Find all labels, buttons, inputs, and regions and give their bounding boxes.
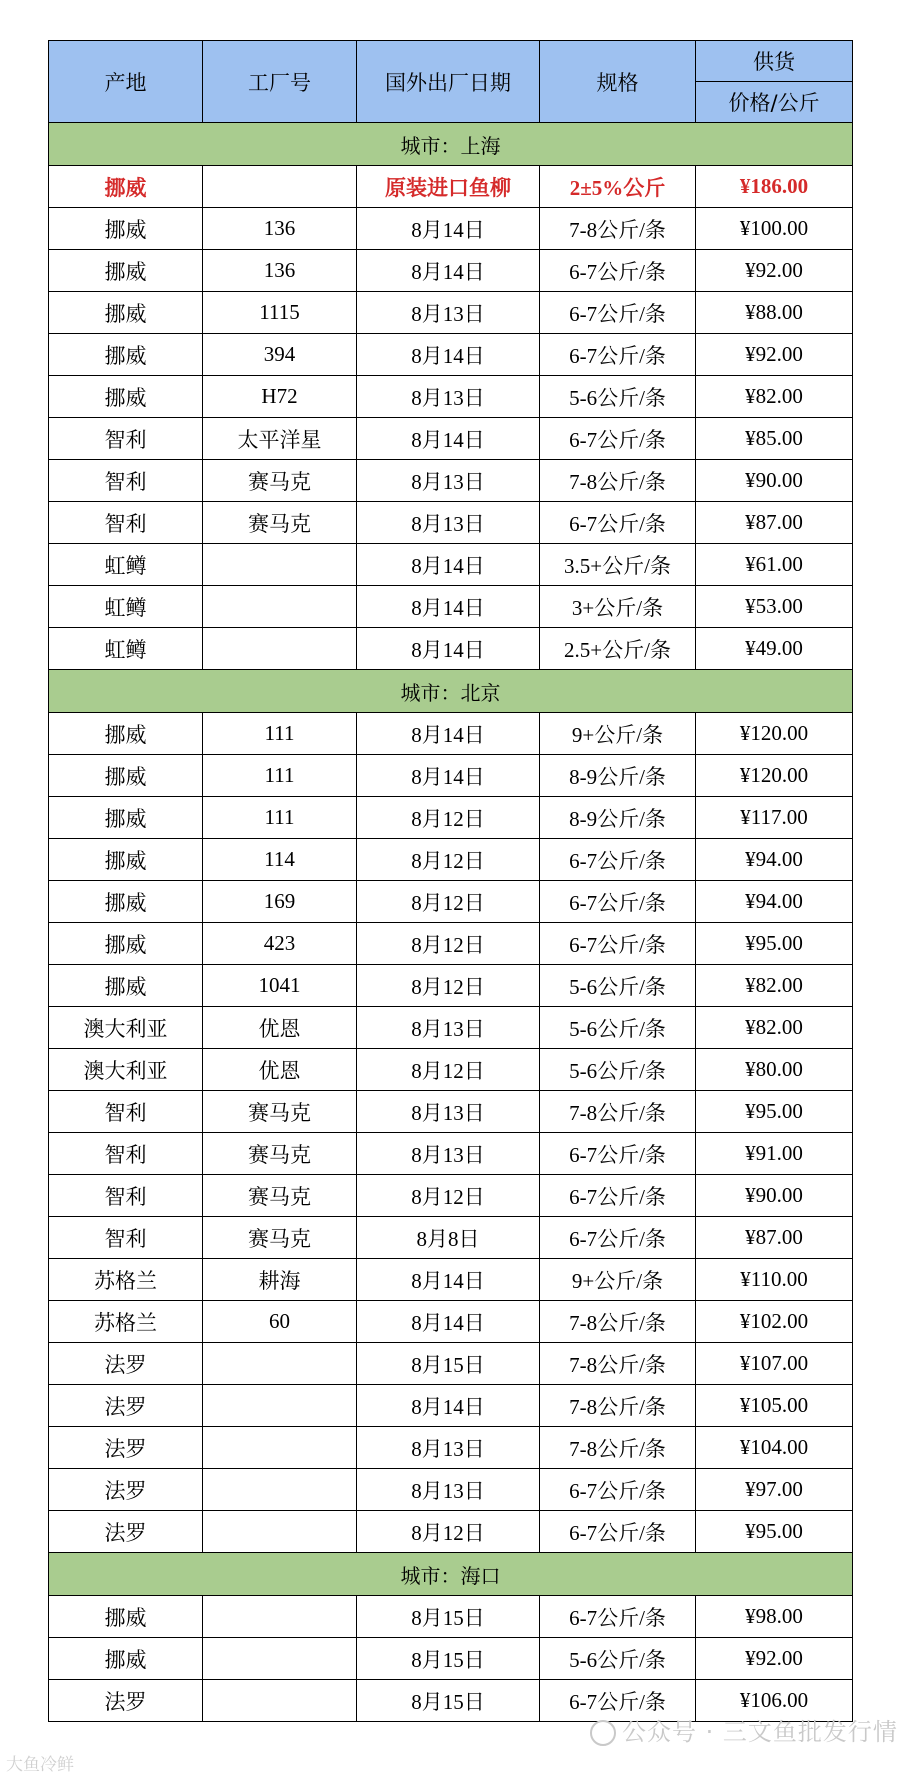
cell-origin: 虹鳟 bbox=[49, 628, 203, 670]
table-row bbox=[49, 1259, 853, 1301]
cell-date: 8月14日 bbox=[357, 250, 540, 292]
cell-date: 8月15日 bbox=[357, 1596, 540, 1638]
cell-factory: 169 bbox=[203, 881, 357, 923]
cell-spec: 6-7公斤/条 bbox=[540, 418, 696, 460]
cell-spec: 5-6公斤/条 bbox=[540, 376, 696, 418]
cell-origin: 法罗 bbox=[49, 1385, 203, 1427]
cell-date: 8月14日 bbox=[357, 1301, 540, 1343]
table-row bbox=[49, 334, 853, 376]
cell-spec: 6-7公斤/条 bbox=[540, 292, 696, 334]
price-table bbox=[48, 40, 853, 1722]
cell-origin: 挪威 bbox=[49, 1638, 203, 1680]
cell-date: 8月14日 bbox=[357, 755, 540, 797]
cell-spec: 9+公斤/条 bbox=[540, 713, 696, 755]
cell-origin: 挪威 bbox=[49, 923, 203, 965]
cell-origin: 挪威 bbox=[49, 755, 203, 797]
cell-factory bbox=[203, 1680, 357, 1722]
table-row bbox=[49, 544, 853, 586]
cell-spec: 7-8公斤/条 bbox=[540, 1427, 696, 1469]
cell-spec: 6-7公斤/条 bbox=[540, 839, 696, 881]
cell-price: ¥102.00 bbox=[696, 1301, 853, 1343]
cell-factory: 赛马克 bbox=[203, 1217, 357, 1259]
cell-spec: 5-6公斤/条 bbox=[540, 1638, 696, 1680]
header-spec: 规格 bbox=[540, 41, 696, 123]
cell-factory bbox=[203, 1427, 357, 1469]
cell-date: 8月12日 bbox=[357, 965, 540, 1007]
cell-spec: 7-8公斤/条 bbox=[540, 208, 696, 250]
cell-origin: 智利 bbox=[49, 418, 203, 460]
table-row bbox=[49, 1091, 853, 1133]
table-row bbox=[49, 1007, 853, 1049]
cell-spec: 6-7公斤/条 bbox=[540, 1596, 696, 1638]
cell-price: ¥91.00 bbox=[696, 1133, 853, 1175]
header-date: 国外出厂日期 bbox=[357, 41, 540, 123]
cell-price: ¥82.00 bbox=[696, 376, 853, 418]
table-row bbox=[49, 1049, 853, 1091]
cell-spec: 7-8公斤/条 bbox=[540, 1301, 696, 1343]
cell-origin: 法罗 bbox=[49, 1469, 203, 1511]
cell-origin: 法罗 bbox=[49, 1343, 203, 1385]
table-row bbox=[49, 923, 853, 965]
table-row bbox=[49, 376, 853, 418]
cell-factory: 耕海 bbox=[203, 1259, 357, 1301]
cell-price: ¥110.00 bbox=[696, 1259, 853, 1301]
cell-factory bbox=[203, 628, 357, 670]
cell-origin: 挪威 bbox=[49, 292, 203, 334]
cell-spec: 9+公斤/条 bbox=[540, 1259, 696, 1301]
table-row bbox=[49, 713, 853, 755]
table-row bbox=[49, 839, 853, 881]
cell-factory bbox=[203, 586, 357, 628]
cell-origin: 法罗 bbox=[49, 1680, 203, 1722]
table-row bbox=[49, 1217, 853, 1259]
cell-origin: 挪威 bbox=[49, 839, 203, 881]
city-section-row bbox=[49, 1553, 853, 1596]
cell-price: ¥95.00 bbox=[696, 1511, 853, 1553]
cell-spec: 6-7公斤/条 bbox=[540, 1217, 696, 1259]
table-row bbox=[49, 1175, 853, 1217]
cell-factory bbox=[203, 1343, 357, 1385]
cell-factory bbox=[203, 1385, 357, 1427]
table-row bbox=[49, 1596, 853, 1638]
cell-origin: 苏格兰 bbox=[49, 1301, 203, 1343]
cell-spec: 7-8公斤/条 bbox=[540, 1343, 696, 1385]
cell-price: ¥88.00 bbox=[696, 292, 853, 334]
cell-factory bbox=[203, 1511, 357, 1553]
cell-price: ¥90.00 bbox=[696, 1175, 853, 1217]
table-header bbox=[49, 41, 853, 123]
city-section-row bbox=[49, 123, 853, 166]
cell-price: ¥98.00 bbox=[696, 1596, 853, 1638]
cell-price: ¥92.00 bbox=[696, 250, 853, 292]
cell-factory: 赛马克 bbox=[203, 1133, 357, 1175]
cell-date: 8月15日 bbox=[357, 1680, 540, 1722]
cell-spec: 7-8公斤/条 bbox=[540, 1385, 696, 1427]
table-row bbox=[49, 208, 853, 250]
cell-price: ¥82.00 bbox=[696, 1007, 853, 1049]
cell-price: ¥61.00 bbox=[696, 544, 853, 586]
cell-factory: 394 bbox=[203, 334, 357, 376]
cell-spec: 2±5%公斤 bbox=[540, 166, 696, 208]
table-row bbox=[49, 1638, 853, 1680]
cell-date: 8月8日 bbox=[357, 1217, 540, 1259]
cell-factory: 赛马克 bbox=[203, 1175, 357, 1217]
cell-date: 8月12日 bbox=[357, 1175, 540, 1217]
table-row bbox=[49, 1301, 853, 1343]
cell-price: ¥92.00 bbox=[696, 1638, 853, 1680]
cell-spec: 8-9公斤/条 bbox=[540, 755, 696, 797]
city-label: 城市：北京 bbox=[49, 670, 853, 713]
cell-factory: 1115 bbox=[203, 292, 357, 334]
cell-date: 8月14日 bbox=[357, 586, 540, 628]
cell-price: ¥87.00 bbox=[696, 502, 853, 544]
watermark-right-text: 公众号 · 三文鱼批发行情 bbox=[622, 1718, 898, 1746]
cell-spec: 5-6公斤/条 bbox=[540, 1007, 696, 1049]
cell-date: 8月12日 bbox=[357, 839, 540, 881]
cell-spec: 3+公斤/条 bbox=[540, 586, 696, 628]
cell-origin: 挪威 bbox=[49, 965, 203, 1007]
cell-date: 8月12日 bbox=[357, 923, 540, 965]
cell-price: ¥53.00 bbox=[696, 586, 853, 628]
table-row bbox=[49, 292, 853, 334]
table-row bbox=[49, 1385, 853, 1427]
cell-origin: 挪威 bbox=[49, 208, 203, 250]
cell-spec: 7-8公斤/条 bbox=[540, 460, 696, 502]
cell-price: ¥87.00 bbox=[696, 1217, 853, 1259]
cell-factory: 111 bbox=[203, 713, 357, 755]
cell-origin: 法罗 bbox=[49, 1511, 203, 1553]
table-row bbox=[49, 166, 853, 208]
table-row bbox=[49, 250, 853, 292]
cell-price: ¥49.00 bbox=[696, 628, 853, 670]
cell-price: ¥95.00 bbox=[696, 923, 853, 965]
table-row bbox=[49, 881, 853, 923]
cell-origin: 智利 bbox=[49, 502, 203, 544]
cell-date: 8月13日 bbox=[357, 1007, 540, 1049]
table-row bbox=[49, 502, 853, 544]
cell-spec: 6-7公斤/条 bbox=[540, 250, 696, 292]
cell-date: 8月13日 bbox=[357, 502, 540, 544]
cell-date: 8月15日 bbox=[357, 1638, 540, 1680]
cell-origin: 挪威 bbox=[49, 334, 203, 376]
cell-origin: 苏格兰 bbox=[49, 1259, 203, 1301]
cell-spec: 6-7公斤/条 bbox=[540, 1469, 696, 1511]
cell-price: ¥95.00 bbox=[696, 1091, 853, 1133]
cell-date: 8月13日 bbox=[357, 1091, 540, 1133]
cell-origin: 智利 bbox=[49, 460, 203, 502]
cell-factory: 赛马克 bbox=[203, 460, 357, 502]
cell-price: ¥80.00 bbox=[696, 1049, 853, 1091]
cell-spec: 7-8公斤/条 bbox=[540, 1091, 696, 1133]
cell-price: ¥105.00 bbox=[696, 1385, 853, 1427]
cell-factory bbox=[203, 1596, 357, 1638]
cell-origin: 挪威 bbox=[49, 881, 203, 923]
cell-price: ¥117.00 bbox=[696, 797, 853, 839]
cell-factory: 太平洋星 bbox=[203, 418, 357, 460]
cell-factory: 423 bbox=[203, 923, 357, 965]
city-label: 城市：上海 bbox=[49, 123, 853, 166]
cell-factory: 111 bbox=[203, 797, 357, 839]
cell-factory: 136 bbox=[203, 250, 357, 292]
cell-factory: 111 bbox=[203, 755, 357, 797]
cell-date: 8月14日 bbox=[357, 544, 540, 586]
cell-date: 8月13日 bbox=[357, 292, 540, 334]
cell-factory: 赛马克 bbox=[203, 502, 357, 544]
cell-factory: 136 bbox=[203, 208, 357, 250]
cell-factory: 60 bbox=[203, 1301, 357, 1343]
cell-date: 8月14日 bbox=[357, 1385, 540, 1427]
cell-origin: 澳大利亚 bbox=[49, 1007, 203, 1049]
cell-date: 8月14日 bbox=[357, 208, 540, 250]
cell-factory: 1041 bbox=[203, 965, 357, 1007]
header-price: 价格/公斤 bbox=[696, 82, 853, 123]
cell-spec: 6-7公斤/条 bbox=[540, 1175, 696, 1217]
cell-origin: 智利 bbox=[49, 1091, 203, 1133]
cell-spec: 6-7公斤/条 bbox=[540, 1511, 696, 1553]
cell-price: ¥82.00 bbox=[696, 965, 853, 1007]
cell-spec: 2.5+公斤/条 bbox=[540, 628, 696, 670]
cell-price: ¥120.00 bbox=[696, 713, 853, 755]
cell-price: ¥104.00 bbox=[696, 1427, 853, 1469]
watermark-left: 大鱼冷鲜 bbox=[6, 1755, 74, 1775]
cell-origin: 智利 bbox=[49, 1217, 203, 1259]
cell-date: 8月14日 bbox=[357, 628, 540, 670]
cell-date: 8月14日 bbox=[357, 1259, 540, 1301]
cell-factory: 优恩 bbox=[203, 1049, 357, 1091]
cell-factory bbox=[203, 1638, 357, 1680]
cell-price: ¥186.00 bbox=[696, 166, 853, 208]
cell-price: ¥120.00 bbox=[696, 755, 853, 797]
table-body bbox=[49, 123, 853, 1722]
cell-spec: 6-7公斤/条 bbox=[540, 1133, 696, 1175]
cell-origin: 智利 bbox=[49, 1175, 203, 1217]
cell-spec: 6-7公斤/条 bbox=[540, 923, 696, 965]
cell-date: 原装进口鱼柳 bbox=[357, 166, 540, 208]
cell-price: ¥90.00 bbox=[696, 460, 853, 502]
cell-price: ¥107.00 bbox=[696, 1343, 853, 1385]
cell-date: 8月15日 bbox=[357, 1343, 540, 1385]
cell-date: 8月13日 bbox=[357, 460, 540, 502]
cell-origin: 智利 bbox=[49, 1133, 203, 1175]
cell-date: 8月13日 bbox=[357, 1133, 540, 1175]
cell-spec: 6-7公斤/条 bbox=[540, 1680, 696, 1722]
table-row bbox=[49, 797, 853, 839]
cell-factory bbox=[203, 1469, 357, 1511]
cell-date: 8月14日 bbox=[357, 334, 540, 376]
cell-price: ¥94.00 bbox=[696, 881, 853, 923]
cell-date: 8月14日 bbox=[357, 713, 540, 755]
table-row bbox=[49, 1427, 853, 1469]
table-row bbox=[49, 1343, 853, 1385]
cell-price: ¥92.00 bbox=[696, 334, 853, 376]
cell-origin: 挪威 bbox=[49, 166, 203, 208]
cell-price: ¥85.00 bbox=[696, 418, 853, 460]
cell-date: 8月12日 bbox=[357, 1511, 540, 1553]
table-row bbox=[49, 418, 853, 460]
cell-price: ¥94.00 bbox=[696, 839, 853, 881]
cell-origin: 虹鳟 bbox=[49, 586, 203, 628]
cell-spec: 5-6公斤/条 bbox=[540, 1049, 696, 1091]
header-origin: 产地 bbox=[49, 41, 203, 123]
table-row bbox=[49, 965, 853, 1007]
table-row bbox=[49, 1133, 853, 1175]
cell-date: 8月12日 bbox=[357, 1049, 540, 1091]
cell-price: ¥97.00 bbox=[696, 1469, 853, 1511]
cell-factory: 114 bbox=[203, 839, 357, 881]
cell-price: ¥106.00 bbox=[696, 1680, 853, 1722]
cell-spec: 5-6公斤/条 bbox=[540, 965, 696, 1007]
cell-spec: 6-7公斤/条 bbox=[540, 881, 696, 923]
wechat-icon bbox=[590, 1720, 616, 1746]
watermark-right bbox=[590, 1712, 898, 1747]
header-factory: 工厂号 bbox=[203, 41, 357, 123]
cell-spec: 6-7公斤/条 bbox=[540, 334, 696, 376]
cell-date: 8月12日 bbox=[357, 881, 540, 923]
cell-date: 8月13日 bbox=[357, 376, 540, 418]
cell-factory bbox=[203, 544, 357, 586]
cell-price: ¥100.00 bbox=[696, 208, 853, 250]
cell-date: 8月13日 bbox=[357, 1427, 540, 1469]
cell-factory: 赛马克 bbox=[203, 1091, 357, 1133]
cell-spec: 6-7公斤/条 bbox=[540, 502, 696, 544]
cell-origin: 挪威 bbox=[49, 797, 203, 839]
cell-origin: 法罗 bbox=[49, 1427, 203, 1469]
table-row bbox=[49, 628, 853, 670]
table-row bbox=[49, 755, 853, 797]
city-label: 城市：海口 bbox=[49, 1553, 853, 1596]
table-row bbox=[49, 586, 853, 628]
table-row bbox=[49, 1511, 853, 1553]
city-section-row bbox=[49, 670, 853, 713]
cell-origin: 挪威 bbox=[49, 1596, 203, 1638]
header-supply: 供货 bbox=[696, 41, 853, 82]
cell-date: 8月13日 bbox=[357, 1469, 540, 1511]
table-row bbox=[49, 1469, 853, 1511]
cell-factory bbox=[203, 166, 357, 208]
cell-date: 8月12日 bbox=[357, 797, 540, 839]
cell-spec: 3.5+公斤/条 bbox=[540, 544, 696, 586]
cell-origin: 虹鳟 bbox=[49, 544, 203, 586]
cell-origin: 挪威 bbox=[49, 376, 203, 418]
cell-origin: 挪威 bbox=[49, 713, 203, 755]
table-row bbox=[49, 460, 853, 502]
cell-factory: H72 bbox=[203, 376, 357, 418]
cell-origin: 澳大利亚 bbox=[49, 1049, 203, 1091]
cell-factory: 优恩 bbox=[203, 1007, 357, 1049]
cell-origin: 挪威 bbox=[49, 250, 203, 292]
cell-date: 8月14日 bbox=[357, 418, 540, 460]
cell-spec: 8-9公斤/条 bbox=[540, 797, 696, 839]
